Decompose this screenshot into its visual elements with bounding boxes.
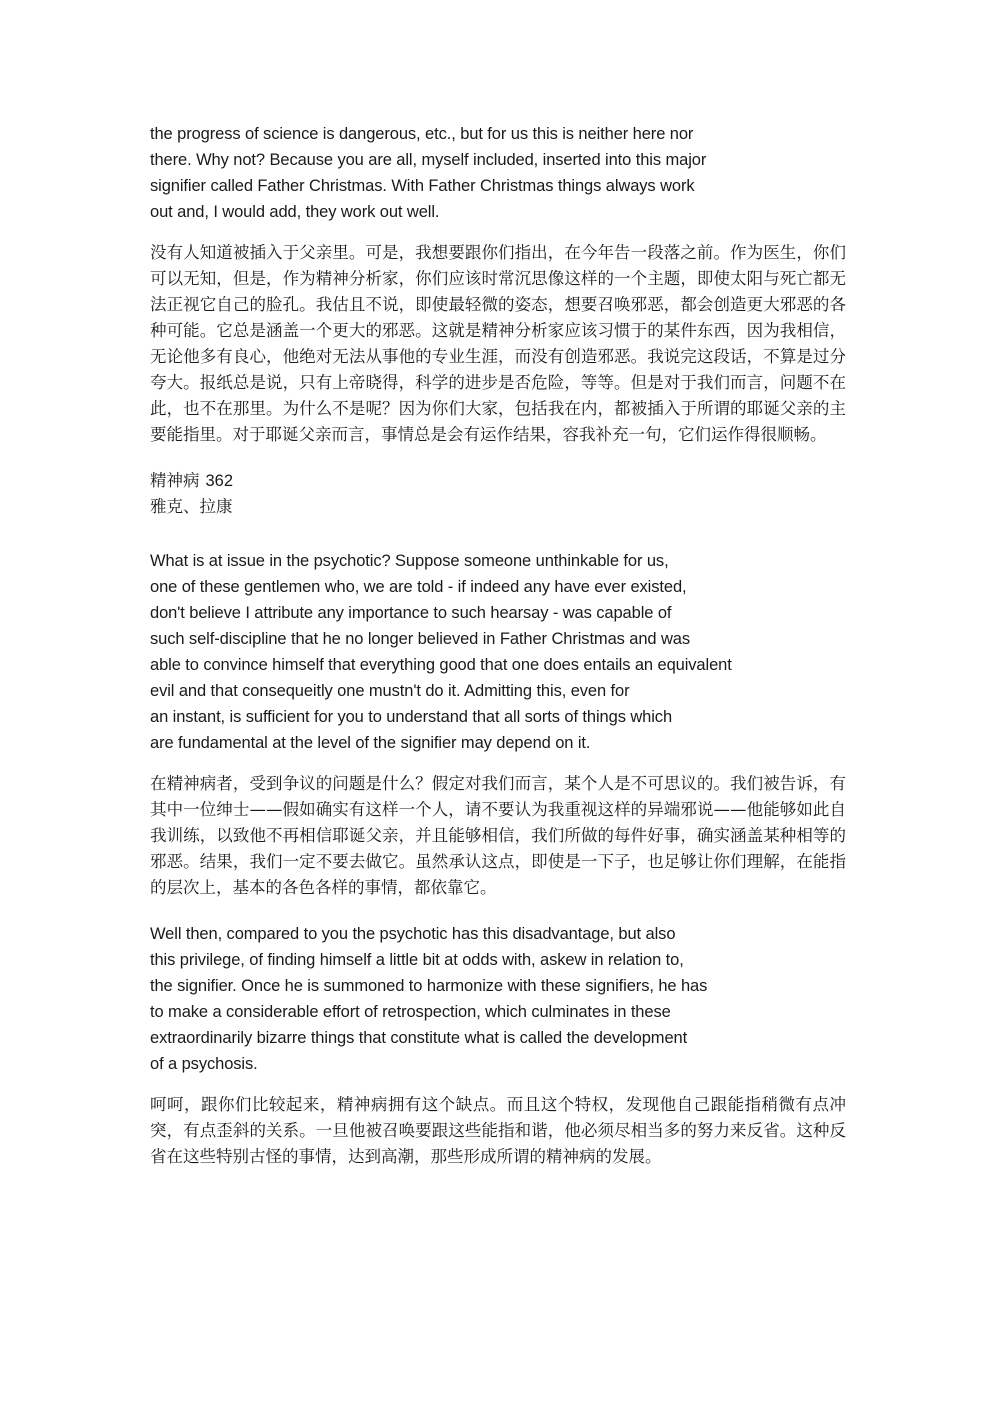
text-line: this privilege, of finding himself a little bit at odds with, askew in relation to,	[150, 951, 684, 969]
chinese-paragraph-3: 呵呵，跟你们比较起来，精神病拥有这个缺点。而且这个特权，发现他自己跟能指稍微有点冲突，有点歪斜的关系。一旦他被召唤要跟这些能指和谐，他必须尽相当多的努力来反省。这种反省在这些特别古怪的事情，达到高潮，那些形成所谓的精神病的发展。	[150, 1095, 846, 1166]
text-line: Well then, compared to you the psychotic has this disadvantage, but also	[150, 925, 676, 943]
text-line: out and, I would add, they work out well.	[150, 203, 440, 221]
english-paragraph-3	[150, 921, 850, 1077]
document-page	[150, 121, 850, 1170]
chinese-paragraph-2: 在精神病者，受到争议的问题是什么？假定对我们而言，某个人是不可思议的。我们被告诉，有其中一位绅士——假如确实有这样一个人，请不要认为我重视这样的异端邪说——他能够如此自我训练，以致他不再相信耶诞父亲，并且能够相信，我们所做的每件好事，确实涵盖某种相等的邪恶。结果，我们一定不要去做它。虽然承认这点，即使是一下子，也足够让你们理解，在能指的层次上，基本的各色各样的事情，都依靠它。	[150, 774, 846, 897]
page-number: 362	[205, 472, 234, 490]
author-name: 雅克、拉康	[150, 497, 233, 516]
text-line: of a psychosis.	[150, 1055, 258, 1073]
text-line: such self-discipline that he no longer believed in Father Christmas and was	[150, 630, 691, 648]
text-line: extraordinarily bizarre things that constitute what is called the development	[150, 1029, 688, 1047]
text-line: an instant, is sufficient for you to understand that all sorts of things which	[150, 708, 673, 726]
text-line: the signifier. Once he is summoned to harmonize with these signifiers, he has	[150, 977, 708, 995]
text-line: to make a considerable effort of retrospection, which culminates in these	[150, 1003, 671, 1021]
header-title-line	[150, 468, 850, 494]
english-paragraph-2	[150, 548, 850, 756]
book-title: 精神病	[150, 471, 200, 490]
text-line: there. Why not? Because you are all, myself included, inserted into this major	[150, 151, 707, 169]
text-line: able to convince himself that everything good that one does entails an equivalent	[150, 656, 732, 674]
text-line: don't believe I attribute any importance to such hearsay - was capable of	[150, 604, 672, 622]
chinese-paragraph-1: 没有人知道被插入于父亲里。可是，我想要跟你们指出，在今年告一段落之前。作为医生，你们可以无知，但是，作为精神分析家，你们应该时常沉思像这样的一个主题，即使太阳与死亡都无法正视它自己的脸孔。我估且不说，即使最轻微的姿态，想要召唤邪恶，都会创造更大邪恶的各种可能。它总是涵盖一个更大的邪恶。这就是精神分析家应该习惯于的某件东西，因为我相信，无论他多有良心，他绝对无法从事他的专业生涯，而没有创造邪恶。我说完这段话，不算是过分夸大。报纸总是说，只有上帝晓得，科学的进步是否危险，等等。但是对于我们而言，问题不在此，也不在那里。为什么不是呢？因为你们大家，包括我在内，都被插入于所谓的耶诞父亲的主要能指里。对于耶诞父亲而言，事情总是会有运作结果，容我补充一句，它们运作得很顺畅。	[150, 243, 846, 444]
text-line: What is at issue in the psychotic? Suppose someone unthinkable for us,	[150, 552, 669, 570]
running-header	[150, 468, 850, 520]
text-line: are fundamental at the level of the signifier may depend on it.	[150, 734, 591, 752]
text-line: the progress of science is dangerous, etc., but for us this is neither here nor	[150, 125, 694, 143]
text-line: signifier called Father Christmas. With Father Christmas things always work	[150, 177, 695, 195]
english-paragraph-1	[150, 121, 850, 225]
text-line: evil and that consequeitly one mustn't do it. Admitting this, even for	[150, 682, 630, 700]
text-line: one of these gentlemen who, we are told - if indeed any have ever existed,	[150, 578, 687, 596]
